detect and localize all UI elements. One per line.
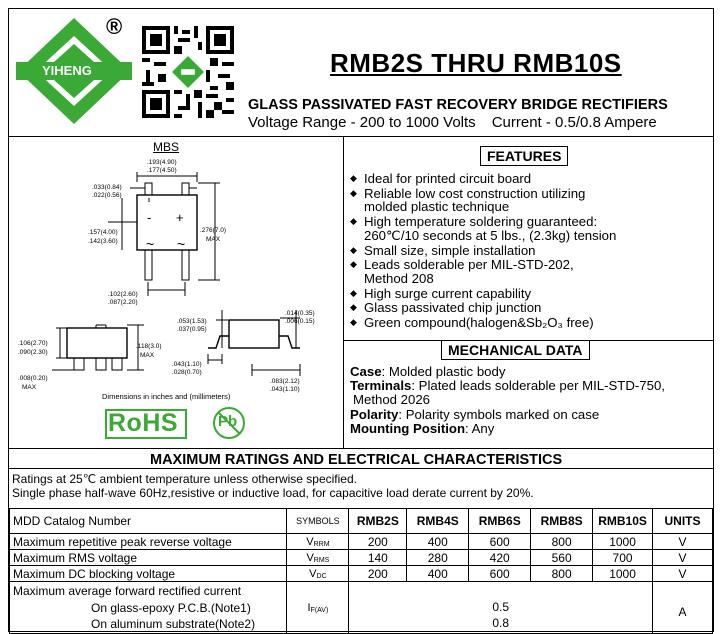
table-row	[10, 566, 713, 582]
value-cell: 280	[407, 550, 469, 566]
mech-value: : Plated leads solderable per MIL-STD-750,	[411, 378, 665, 394]
dim-text: .008(0.20)	[18, 375, 48, 382]
value-cell: 200	[349, 566, 407, 582]
dim-pitch	[108, 291, 138, 307]
header-units: UNITS	[653, 509, 713, 534]
dim-text: .276(7.0)	[200, 227, 227, 234]
divider-header	[8, 136, 714, 137]
symbol-cell	[287, 550, 349, 566]
header-col: RMB8S	[531, 509, 593, 534]
mech-mounting	[350, 422, 665, 436]
voltage-range: Voltage Range - 200 to 1000 Volts	[248, 114, 476, 131]
dim-text: .087(2.20)	[108, 299, 138, 306]
unit-cell: V	[653, 566, 713, 582]
mech-label: Mounting Position	[350, 420, 465, 436]
feature-text: Green compound(halogen&Sb₂O₃ free)	[364, 315, 594, 331]
bullet-icon: ◆	[350, 187, 357, 198]
value-cell: 140	[349, 550, 407, 566]
feature-text: High temperature soldering guaranteed:	[364, 214, 598, 230]
mech-label: Polarity	[350, 406, 399, 422]
value-text: 0.5	[492, 599, 510, 614]
qr-code	[142, 26, 234, 118]
header-symbols: SYMBOLS	[287, 509, 349, 534]
mech-label: Terminals	[350, 378, 412, 394]
features-list	[350, 172, 616, 331]
mech-value: : Any	[465, 420, 495, 436]
feature-item	[350, 258, 616, 285]
feature-text: High surge current capability	[364, 285, 532, 301]
mech-label: Case	[350, 364, 382, 379]
dim-text: .028(0.70)	[172, 369, 202, 376]
param-cell	[10, 582, 287, 634]
dim-text: .022(0.56)	[92, 192, 122, 199]
value-cell: 800	[531, 534, 593, 550]
pin-ac-label-left: ~	[146, 236, 155, 252]
header-col: RMB4S	[407, 509, 469, 534]
bullet-icon: ◆	[350, 244, 357, 255]
header-col: RMB2S	[349, 509, 407, 534]
symbol-subscript: F(AV)	[310, 607, 329, 615]
package-outline-drawing	[12, 150, 342, 450]
dim-side-total	[136, 342, 162, 360]
feature-item	[350, 287, 616, 301]
value-cell: 200	[349, 534, 407, 550]
unit-cell: V	[653, 550, 713, 566]
feature-text: Ideal for printed circuit board	[364, 171, 532, 186]
symbol-subscript: DC	[316, 572, 327, 580]
ratings-header-row	[10, 509, 713, 534]
feature-text: 260℃/10 seconds at 5 lbs., (2.3kg) tension	[364, 227, 617, 243]
dim-text: .043(1.10)	[270, 386, 300, 393]
dim-text: MAX	[140, 352, 155, 359]
dim-text: .043(1.10)	[172, 361, 202, 368]
dim-span	[270, 378, 300, 394]
header-col: RMB6S	[469, 509, 531, 534]
mech-case	[350, 365, 665, 379]
bullet-icon: ◆	[350, 173, 357, 183]
dim-text: .177(4.50)	[147, 167, 177, 174]
part-range-title: RMB2S THRU RMB10S	[330, 48, 622, 78]
value-cell: 400	[407, 534, 469, 550]
symbol-text: V	[309, 567, 317, 580]
feature-text: Leads solderable per MIL-STD-202,	[364, 257, 574, 273]
mech-value: : Polarity symbols marked on case	[398, 406, 600, 422]
header-catalog: MDD Catalog Number	[10, 509, 287, 534]
ratings-note-2: Single phase half-wave 60Hz,resistive or inductive load, for capacitive load derate current by 20%.	[12, 486, 534, 500]
dim-lead-thickness	[285, 310, 315, 326]
value-cell: 560	[531, 550, 593, 566]
dim-text: .033(0.84)	[92, 184, 122, 191]
dim-text: MAX	[206, 236, 221, 243]
table-row	[10, 550, 713, 566]
dim-text: .014(0.35)	[285, 310, 315, 317]
dim-text: .142(3.60)	[88, 238, 118, 245]
bullet-icon: ◆	[350, 259, 357, 270]
value-cell: 1000	[593, 534, 653, 550]
product-subtitle: GLASS PASSIVATED FAST RECOVERY BRIDGE RECTIFIERS	[248, 97, 668, 113]
symbol-subscript: RRM	[313, 540, 330, 548]
feature-item	[350, 187, 616, 214]
symbol-cell	[287, 582, 349, 634]
unit-cell: A	[653, 582, 713, 634]
rohs-text: RoHS	[108, 409, 179, 437]
value-cell: 700	[593, 550, 653, 566]
value-cell: 420	[469, 550, 531, 566]
current-rating: Current - 0.5/0.8 Ampere	[491, 114, 657, 131]
dim-text: MAX	[22, 384, 37, 391]
symbol-text: V	[306, 535, 314, 548]
dim-bend	[177, 318, 207, 334]
value-text: 0.8	[492, 616, 510, 631]
dim-text: .037(0.95)	[177, 326, 207, 333]
feature-text: Glass passivated chip junction	[364, 300, 542, 316]
divider-ratings-title	[8, 468, 714, 469]
mech-terminals-2	[350, 393, 665, 407]
feature-item	[350, 244, 616, 258]
registered-mark: ®	[106, 14, 123, 39]
param-cell: Maximum repetitive peak reverse voltage	[10, 534, 287, 550]
symbol-subscript: RMS	[313, 556, 330, 564]
mech-value: : Molded plastic body	[381, 364, 506, 379]
value-cell: 400	[407, 566, 469, 582]
divider-vertical	[343, 136, 344, 448]
symbol-cell	[287, 566, 349, 582]
dim-standoff	[18, 374, 48, 392]
symbol-cell	[287, 534, 349, 550]
param-cell: Maximum RMS voltage	[10, 550, 287, 566]
param-text: Maximum average forward rectified current	[13, 584, 242, 598]
dim-text: .083(2.12)	[270, 378, 300, 385]
value-cell: 800	[531, 566, 593, 582]
dim-side-height	[18, 339, 48, 357]
table-row-current	[10, 582, 713, 634]
feature-item	[350, 301, 616, 315]
feature-item	[350, 215, 616, 242]
bullet-icon: ◆	[350, 317, 357, 328]
param-cell: Maximum DC blocking voltage	[10, 566, 287, 582]
param-subtext: On aluminum substrate(Note2)	[91, 617, 256, 631]
symbol-text: V	[306, 551, 314, 564]
dim-text: .006(0.15)	[285, 318, 315, 325]
logo-text: YIHENG	[42, 63, 92, 78]
feature-text: Small size, simple installation	[364, 242, 536, 258]
symbol-text: I	[307, 602, 311, 615]
header-col: RMB10S	[593, 509, 653, 534]
mech-terminals	[350, 379, 665, 393]
feature-text: Method 208	[364, 270, 434, 286]
package-name: MBS	[153, 140, 180, 154]
unit-cell: V	[653, 534, 713, 550]
feature-text: Reliable low cost construction utilizing	[364, 185, 586, 201]
bullet-icon: ◆	[350, 216, 357, 227]
dim-text: .106(2.70)	[18, 340, 48, 347]
dim-total-height	[200, 226, 226, 244]
value-cell: 600	[469, 534, 531, 550]
mech-value: Method 2026	[353, 392, 430, 408]
value-cell-merged	[349, 582, 653, 634]
table-row	[10, 534, 713, 550]
bullet-icon: ◆	[350, 302, 357, 313]
dim-text: .053(1.53)	[177, 318, 207, 325]
dim-text: .193(4.90)	[147, 159, 177, 166]
mechanical-title: MECHANICAL DATA	[441, 340, 590, 360]
ratings-table	[9, 508, 713, 634]
value-cell: 1000	[593, 566, 653, 582]
dimension-note: Dimensions in inches and (millimeters)	[102, 392, 231, 401]
feature-item	[350, 172, 616, 186]
mechanical-data	[350, 365, 665, 436]
dim-text: .090(2.30)	[18, 349, 48, 356]
dim-body-height	[88, 228, 118, 246]
feature-item	[350, 316, 616, 330]
bullet-icon: ◆	[350, 287, 357, 298]
voltage-current-line	[248, 114, 673, 131]
dim-text: .102(2.60)	[108, 291, 138, 298]
feature-text: molded plastic technique	[364, 199, 510, 215]
value-cell: 600	[469, 566, 531, 582]
ratings-notes	[12, 472, 534, 500]
ratings-title: MAXIMUM RATINGS AND ELECTRICAL CHARACTERISTICS	[150, 452, 563, 468]
pin-ac-label-right: ~	[177, 236, 186, 252]
dim-lead-width	[92, 184, 122, 200]
dim-top-width	[147, 159, 177, 175]
dim-foot	[172, 361, 202, 377]
pin-minus-label: -	[147, 210, 152, 225]
ratings-note-1: Ratings at 25℃ ambient temperature unless otherwise specified.	[12, 472, 357, 486]
param-subtext: On glass-epoxy P.C.B.(Note1)	[91, 600, 251, 615]
mech-polarity	[350, 408, 665, 422]
dim-text: .118(3.0)	[136, 343, 162, 350]
dim-text: .157(4.00)	[88, 229, 118, 236]
pin-plus-label: +	[176, 210, 184, 225]
pb-text: Pb	[218, 413, 238, 430]
features-title: FEATURES	[480, 146, 568, 166]
